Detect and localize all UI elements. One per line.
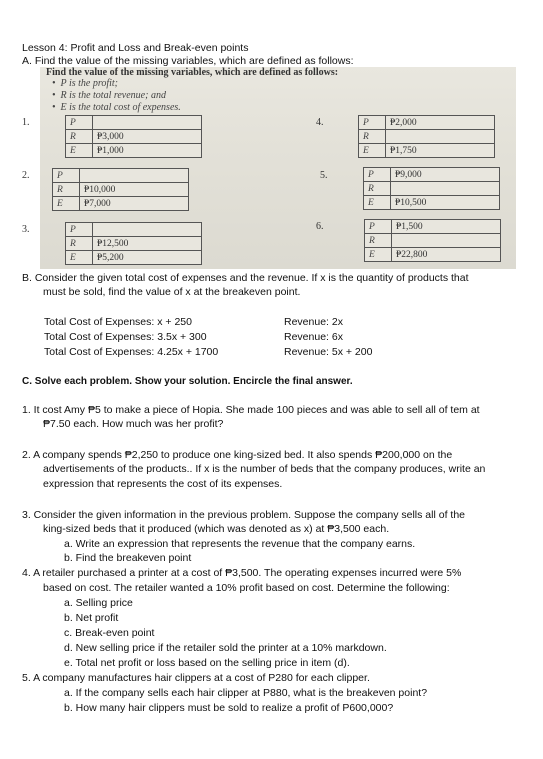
definition-profit: • P is the profit; [52,78,119,89]
c-problem-2-line-1: 2. A company spends ₱2,250 to produce one king-sized bed. It also spends ₱200,000 on the [22,449,453,461]
c-problem-4-line-2: based on cost. The retailer wanted a 10% profit based on cost. Determine the following: [43,582,450,594]
c-problem-3-line-2: king-sized beds that it produced (which was denoted as x) at ₱3,500 each. [43,523,390,535]
c-problem-4-e: e. Total net profit or loss based on the selling price in item (d). [64,657,350,669]
section-b-line-2: must be sold, find the value of x at the breakeven point. [43,286,301,298]
lesson-title: Lesson 4: Profit and Loss and Break-even points [22,42,249,54]
c-problem-1-line-1: 1. It cost Amy ₱5 to make a piece of Hopia. She made 100 pieces and was able to sell all of tem at [22,404,480,416]
problem-table-5: P ₱9,000 R E ₱10,500 [363,167,500,210]
c-problem-2-line-3: expression that represents the cost of its expenses. [43,478,283,490]
b-item-2-cost: Total Cost of Expenses: 3.5x + 300 [44,331,207,343]
c-problem-1-line-2: ₱7.50 each. How much was her profit? [43,418,224,430]
problem-table-3: P R ₱12,500 E ₱5,200 [65,222,202,265]
b-item-3-revenue: Revenue: 5x + 200 [284,346,373,358]
problem-number: 6. [316,221,324,232]
worksheet-photo [22,67,516,269]
b-item-2-revenue: Revenue: 6x [284,331,343,343]
definition-revenue: • R is the total revenue; and [52,90,166,101]
photo-header: Find the value of the missing variables, which are defined as follows: [46,67,339,78]
problem-number: 2. [22,170,30,181]
c-problem-4-a: a. Selling price [64,597,133,609]
section-b-line-1: B. Consider the given total cost of expenses and the revenue. If x is the quantity of products that [22,272,469,284]
c-problem-3-b: b. Find the breakeven point [64,552,192,564]
problem-table-2: P R ₱10,000 E ₱7,000 [52,168,189,211]
c-problem-2-line-2: advertisements of the products.. If x is the number of beds that the company produces, write an [43,463,486,475]
b-item-1-revenue: Revenue: 2x [284,316,343,328]
c-problem-5-a: a. If the company sells each hair clipper at P880, what is the breakeven point? [64,687,428,699]
b-item-1-cost: Total Cost of Expenses: x + 250 [44,316,192,328]
problem-number: 4. [316,117,324,128]
c-problem-4-d: d. New selling price if the retailer sold the printer at a 10% markdown. [64,642,387,654]
c-problem-4-b: b. Net profit [64,612,119,624]
problem-table-1: P R ₱3,000 E ₱1,000 [65,115,202,158]
c-problem-5-line-1: 5. A company manufactures hair clippers at a cost of P280 for each clipper. [22,672,370,684]
problem-number: 1. [22,117,30,128]
c-problem-4-c: c. Break-even point [64,627,155,639]
section-c-heading: C. Solve each problem. Show your solution. Encircle the final answer. [22,376,353,387]
problem-table-6: P ₱1,500 R E ₱22,800 [364,219,501,262]
problem-table-4: P ₱2,000 R E ₱1,750 [358,115,495,158]
problem-number: 5. [320,170,328,181]
c-problem-3-a: a. Write an expression that represents the revenue that the company earns. [64,538,416,550]
c-problem-5-b: b. How many hair clippers must be sold to realize a profit of P600,000? [64,702,394,714]
c-problem-3-line-1: 3. Consider the given information in the previous problem. Suppose the company sells all of the [22,509,465,521]
section-a-heading: A. Find the value of the missing variables, which are defined as follows: [22,55,354,67]
problem-number: 3. [22,224,30,235]
definition-expenses: • E is the total cost of expenses. [52,102,181,113]
b-item-3-cost: Total Cost of Expenses: 4.25x + 1700 [44,346,219,358]
c-problem-4-line-1: 4. A retailer purchased a printer at a cost of ₱3,500. The operating expenses incurred were 5% [22,567,462,579]
